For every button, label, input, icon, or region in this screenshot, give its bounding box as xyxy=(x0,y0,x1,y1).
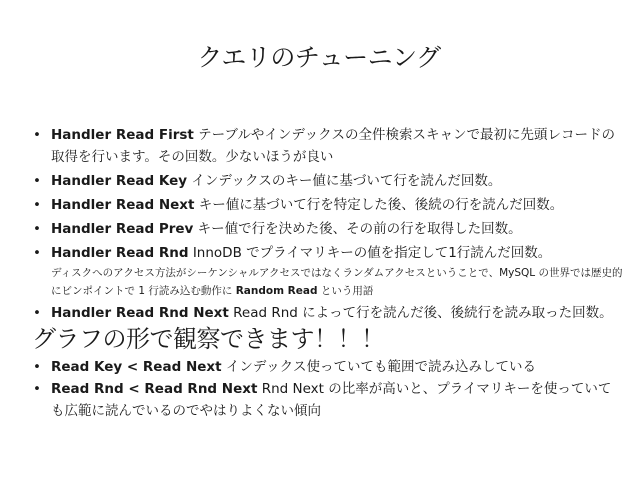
list-item xyxy=(33,170,623,192)
random-read-note xyxy=(51,264,623,300)
item-description: キー値で行を決めた後、その前の行を取得した回数。 xyxy=(193,221,522,237)
note-text-end: という用語 xyxy=(317,285,374,297)
bullet: • xyxy=(33,127,41,143)
list-item xyxy=(33,194,623,216)
bullet: • xyxy=(33,381,41,397)
list-item xyxy=(33,218,623,240)
list-item xyxy=(33,378,623,422)
item-term: Handler Read Key xyxy=(51,173,188,189)
item-term: Handler Read Rnd Next xyxy=(51,305,229,321)
item-term: Read Key < Read Next xyxy=(51,359,222,375)
item-term: Handler Read Prev xyxy=(51,221,194,237)
bullet: • xyxy=(33,245,41,261)
bullet: • xyxy=(33,305,41,321)
bullet: • xyxy=(33,173,41,189)
item-description: Read Rnd によって行を読んだ後、後続行を読み取った回数。 xyxy=(228,305,613,321)
item-description: InnoDB でプライマリキーの値を指定して1行読んだ回数。 xyxy=(188,245,552,261)
list-item xyxy=(33,124,623,168)
item-description: キー値に基づいて行を特定した後、後続の行を読んだ回数。 xyxy=(194,197,564,213)
item-description: インデックス使っていても範囲で読み込みしている xyxy=(221,359,536,375)
item-term: Handler Read First xyxy=(51,127,194,143)
bullet: • xyxy=(33,221,41,237)
item-description: Rnd Next の比率が高いと、プライマリキーを使っていても広範に読んでいるのでやはりよくない傾向 xyxy=(51,381,612,419)
bullet: • xyxy=(33,197,41,213)
item-description: テーブルやインデックスの全件検索スキャンで最初に先頭レコードの取得を行います。その回数。少ないほうが良い xyxy=(51,127,616,165)
observation-list xyxy=(33,356,623,422)
item-term: Read Rnd < Read Rnd Next xyxy=(51,381,258,397)
note-text: ディスクへのアクセス方法がシーケンシャルアクセスではなくランダムアクセスということで、MySQL の世界では歴史的にビンポイントで 1 行読み込む動作に xyxy=(51,267,623,297)
item-term: Handler Read Next xyxy=(51,197,195,213)
list-item xyxy=(33,356,623,378)
slide-title: クエリのチューニング xyxy=(197,43,441,72)
handler-list xyxy=(33,124,623,326)
item-description: インデックスのキー値に基づいて行を読んだ回数。 xyxy=(187,173,502,189)
bullet: • xyxy=(33,359,41,375)
item-term: Handler Read Rnd xyxy=(51,245,189,261)
list-item xyxy=(33,242,623,300)
section-heading: グラフの形で観察できます！！！ xyxy=(32,325,385,353)
note-term: Random Read xyxy=(235,285,318,297)
